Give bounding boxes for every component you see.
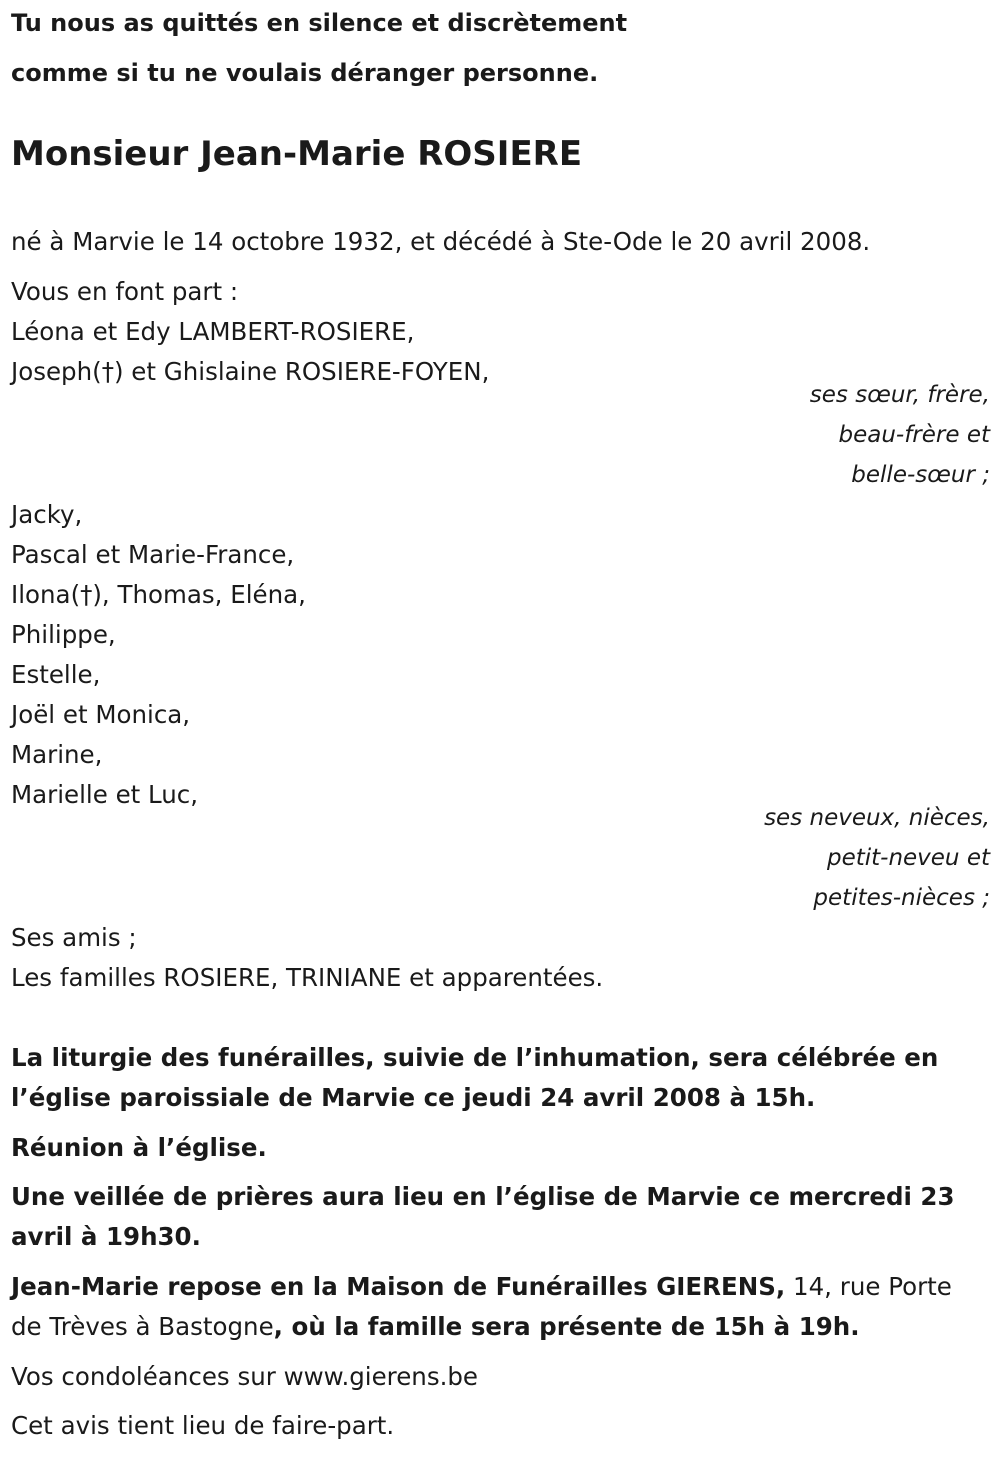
reunion-line: Réunion à l’église. (11, 1133, 267, 1162)
family-line: Léona et Edy LAMBERT-ROSIERE, (11, 317, 415, 346)
family-line: Marielle et Luc, (11, 780, 199, 809)
vigil-line-1: Une veillée de prières aura lieu en l’église de Marvie ce mercredi 23 (11, 1182, 955, 1211)
family-line: Ilona(†), Thomas, Eléna, (11, 580, 306, 609)
rest-visiting-hours: , où la famille sera présente de 15h à 19h. (273, 1312, 860, 1341)
relation-line: petites-nièces ; (813, 885, 990, 911)
family-line: Jacky, (11, 500, 83, 529)
relation-line: petit-neveu et (826, 845, 990, 871)
family-line: Estelle, (11, 660, 101, 689)
family-line: Pascal et Marie-France, (11, 540, 295, 569)
vigil-line-2: avril à 19h30. (11, 1222, 201, 1251)
family-line: Joseph(†) et Ghislaine ROSIERE-FOYEN, (11, 357, 490, 386)
rest-line-2 (11, 1312, 860, 1341)
liturgy-line-1: La liturgie des funérailles, suivie de l’inhumation, sera célébrée en (11, 1043, 939, 1072)
intro-line-1: Tu nous as quittés en silence et discrètement (11, 9, 628, 37)
rest-location-bold: Jean-Marie repose en la Maison de Funérailles GIERENS, (11, 1272, 786, 1301)
rest-city: de Trèves à Bastogne (11, 1312, 274, 1341)
friends-line: Ses amis ; (11, 923, 137, 952)
rest-address: 14, rue Porte (785, 1272, 952, 1301)
relation-line: belle-sœur ; (851, 462, 990, 488)
rest-line-1 (11, 1272, 952, 1301)
families-line: Les familles ROSIERE, TRINIANE et apparentées. (11, 963, 604, 992)
intro-line-2: comme si tu ne voulais déranger personne. (11, 59, 599, 87)
family-line: Joël et Monica, (11, 700, 191, 729)
condolences-line: Vos condoléances sur www.gierens.be (11, 1362, 478, 1391)
relation-line: beau-frère et (838, 422, 990, 448)
deceased-name: Monsieur Jean-Marie ROSIERE (11, 134, 583, 174)
relation-line: ses neveux, nièces, (764, 805, 990, 831)
birth-death-line: né à Marvie le 14 octobre 1932, et décédé à Ste-Ode le 20 avril 2008. (11, 227, 871, 256)
announce-line: Vous en font part : (11, 277, 239, 306)
family-line: Philippe, (11, 620, 116, 649)
liturgy-line-2: l’église paroissiale de Marvie ce jeudi 24 avril 2008 à 15h. (11, 1083, 816, 1112)
relation-line: ses sœur, frère, (809, 382, 990, 408)
notice-line: Cet avis tient lieu de faire-part. (11, 1411, 395, 1440)
family-line: Marine, (11, 740, 103, 769)
